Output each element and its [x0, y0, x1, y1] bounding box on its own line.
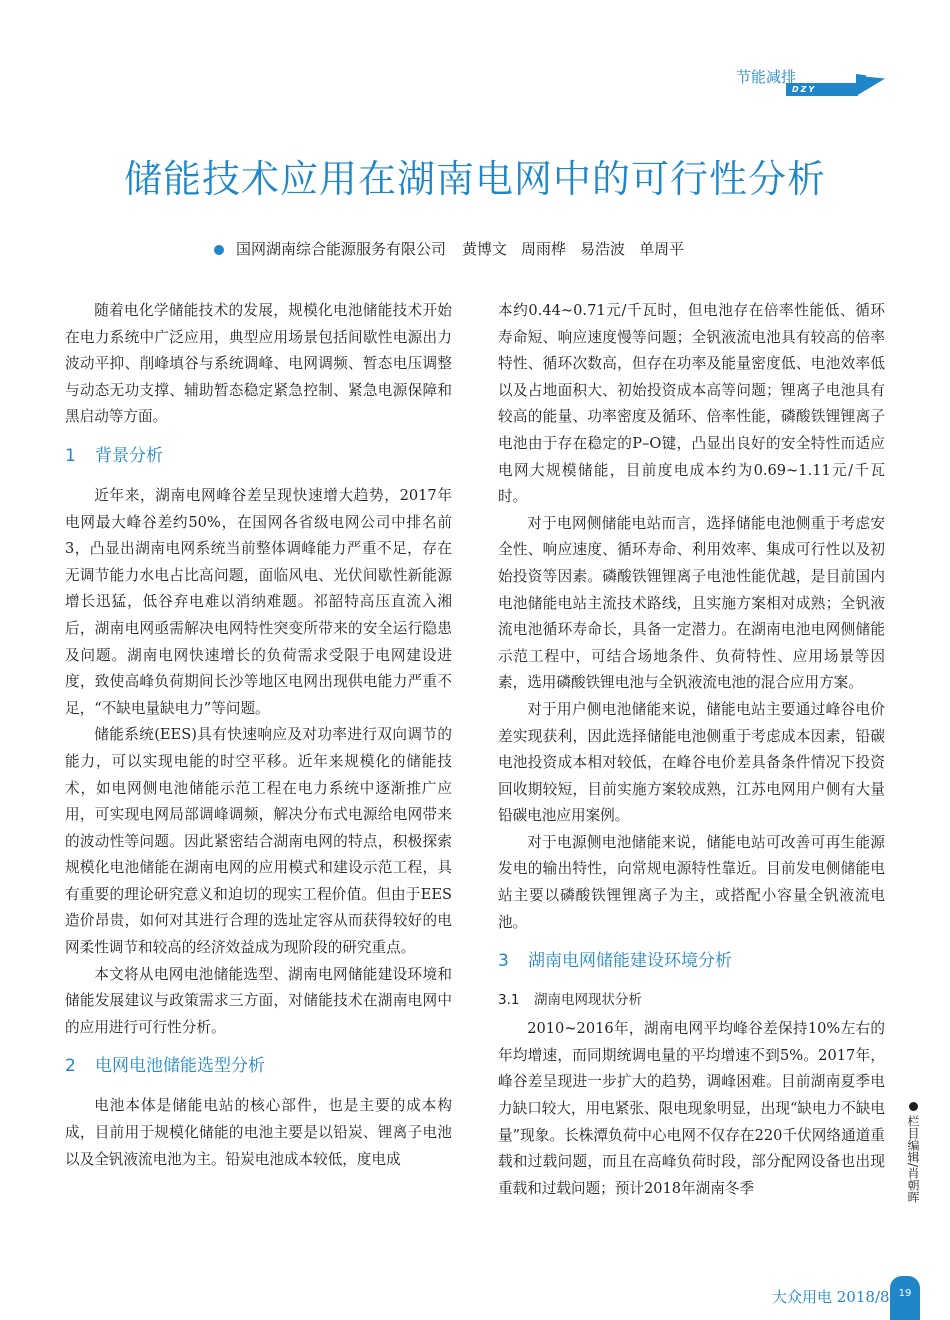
subsection-title: 湖南电网现状分析 — [534, 992, 642, 1009]
body-paragraph: 对于电源侧电池储能来说，储能电站可改善可再生能源发电的输出特性，向常规电源特性靠近。目前发电侧储能电站主要以磷酸铁锂锂离子为主，或搭配小容量全钒液流电池。 — [498, 833, 885, 931]
column-editor-text: 栏目编辑/肖朝晖 — [906, 1115, 920, 1204]
section-number: 2 — [65, 1056, 76, 1077]
page-number-tab — [890, 1276, 920, 1320]
body-paragraph: 近年来，湖南电网峰谷差呈现快速增大趋势，2017年电网最大峰谷差约50%，在国网各省级电网公司中排名前3，凸显出湖南电网系统当前整体调峰能力严重不足，存在无调节能力水电占比高问题，面临风电、光伏间歇性新能源增长迅猛，低谷弃电难以消纳难题。祁韶特高压直流入湘后，湖南电网亟需解决电网特性突变所带来的安全运行隐患及问题。湖南电网快速增长的负荷需求受限于电网建设进度，致使高峰负荷期间长沙等地区电网出现供电能力严重不足，“不缺电量缺电力”等问题。 — [65, 486, 452, 717]
body-paragraph: 对于电网侧储能电站而言，选择储能电池侧重于考虑安全性、响应速度、循环寿命、利用效率、集成可行性以及初始投资等因素。磷酸铁锂锂离子电池性能优越，是目前国内电池储能电站主流技术路线，且实施方案相对成熟；全钒液流电池循环寿命长，具备一定潜力。在湖南电池电网侧储能示范工程中，可结合场地条件、负荷特性、应用场景等因素，选用磷酸铁锂电池与全钒液流电池的混合应用方案。 — [498, 514, 885, 692]
author-name: 易浩波 — [580, 240, 626, 258]
author-organization: 国网湖南综合能源服务有限公司 — [236, 240, 447, 258]
body-paragraph: 储能系统(EES)具有快速响应及对功率进行双向调节的能力，可以实现电能的时空平移。近年来规模化的储能技术，如电网侧电池储能示范工程在电力系统中逐渐推广应用，可实现电网局部调峰调频，解决分布式电源给电网带来的波动性等问题。因此紧密结合湖南电网的特点，积极探索规模化电池储能在湖南电网的应用模式和建设示范工程，具有重要的理论研究意义和迫切的现实工程价值。但由于EES造价昂贵，如何对其进行合理的选址定容从而获得较好的电网柔性调节和较高的经济效益成为现阶段的研究重点。 — [65, 726, 452, 957]
byline — [214, 238, 698, 259]
section-title: 湖南电网储能建设环境分析 — [528, 951, 732, 972]
section-label: 节能减排 — [736, 68, 797, 86]
column-editor-note — [904, 1102, 922, 1203]
bullet-icon — [214, 245, 224, 255]
subsection-heading — [498, 988, 885, 1012]
body-paragraph: 本文将从电网电池储能选型、湖南电网储能建设环境和储能发展建议与政策需求三方面，对储能技术在湖南电网中的应用进行可行性分析。 — [65, 965, 452, 1036]
author-name: 单周平 — [639, 240, 685, 258]
intro-paragraph: 随着电化学储能技术的发展，规模化电池储能技术开始在电力系统中广泛应用，典型应用场景包括间歇性电源出力波动平抑、削峰填谷与系统调峰、电网调频、暂态电压调整与动态无功支撑、辅助暂态稳定紧急控制、紧急电源保障和黑启动等方面。 — [65, 302, 452, 426]
section-heading-1 — [65, 443, 452, 469]
section-title: 背景分析 — [95, 445, 163, 466]
author-name: 黄博文 — [462, 240, 508, 258]
section-code: DZY — [792, 85, 817, 94]
journal-footer: 大众用电 2018/8 — [772, 1288, 890, 1306]
body-paragraph: 对于用户侧电池储能来说，储能电站主要通过峰谷电价差实现获利，因此选择储能电池侧重于考虑成本因素，铅碳电池投资成本相对较低，在峰谷电价差具备条件情况下投资回收期较短，目前实施方案较成熟，江苏电网用户侧有大量铅碳电池应用案例。 — [498, 700, 885, 825]
section-header-tag — [728, 66, 888, 100]
section-number: 1 — [65, 445, 76, 466]
section-heading-3 — [498, 948, 885, 974]
subsection-number: 3.1 — [498, 992, 520, 1009]
body-paragraph: 电池本体是储能电站的核心部件，也是主要的成本构成，目前用于规模化储能的电池主要是以铅炭、锂离子电池以及全钒液流电池为主。铅炭电池成本较低，度电成 — [65, 1097, 452, 1168]
body-paragraph: 本约0.44~0.71元/千瓦时，但电池存在倍率性能低、循环寿命短、响应速度慢等问题；全钒液流电池具有较高的倍率特性、循环次数高，但存在功率及能量密度低、电池效率低以及占地面积大、初始投资成本高等问题；锂离子电池具有较高的能量、功率密度及循环、倍率性能，磷酸铁锂锂离子电池由于存在稳定的P–O键，凸显出良好的安全特性而适应电网大规模储能，目前度电成本约为0.69~1.11元/千瓦时。 — [498, 302, 885, 506]
bullet-icon — [909, 1102, 918, 1111]
section-title: 电网电池储能选型分析 — [95, 1056, 265, 1077]
author-name: 周雨桦 — [521, 240, 567, 258]
left-column — [65, 298, 452, 1173]
right-column — [498, 298, 885, 1202]
page-number: 19 — [898, 1288, 912, 1299]
body-paragraph: 2010~2016年，湖南电网平均峰谷差保持10%左右的年均增速，而同期统调电量的平均增速不到5%。2017年，峰谷差呈现进一步扩大的趋势，调峰困难。目前湖南夏季电力缺口较大，用电紧张、限电现象明显，出现“缺电力不缺电量”现象。长株潭负荷中心电网不仅存在220千伏网络通道重载和过载问题，而且在高峰负荷时段，部分配网设备也出现重载和过载问题；预计2018年湖南冬季 — [498, 1020, 885, 1197]
section-number: 3 — [498, 951, 509, 972]
article-title: 储能技术应用在湖南电网中的可行性分析 — [123, 157, 826, 201]
section-heading-2 — [65, 1053, 452, 1079]
